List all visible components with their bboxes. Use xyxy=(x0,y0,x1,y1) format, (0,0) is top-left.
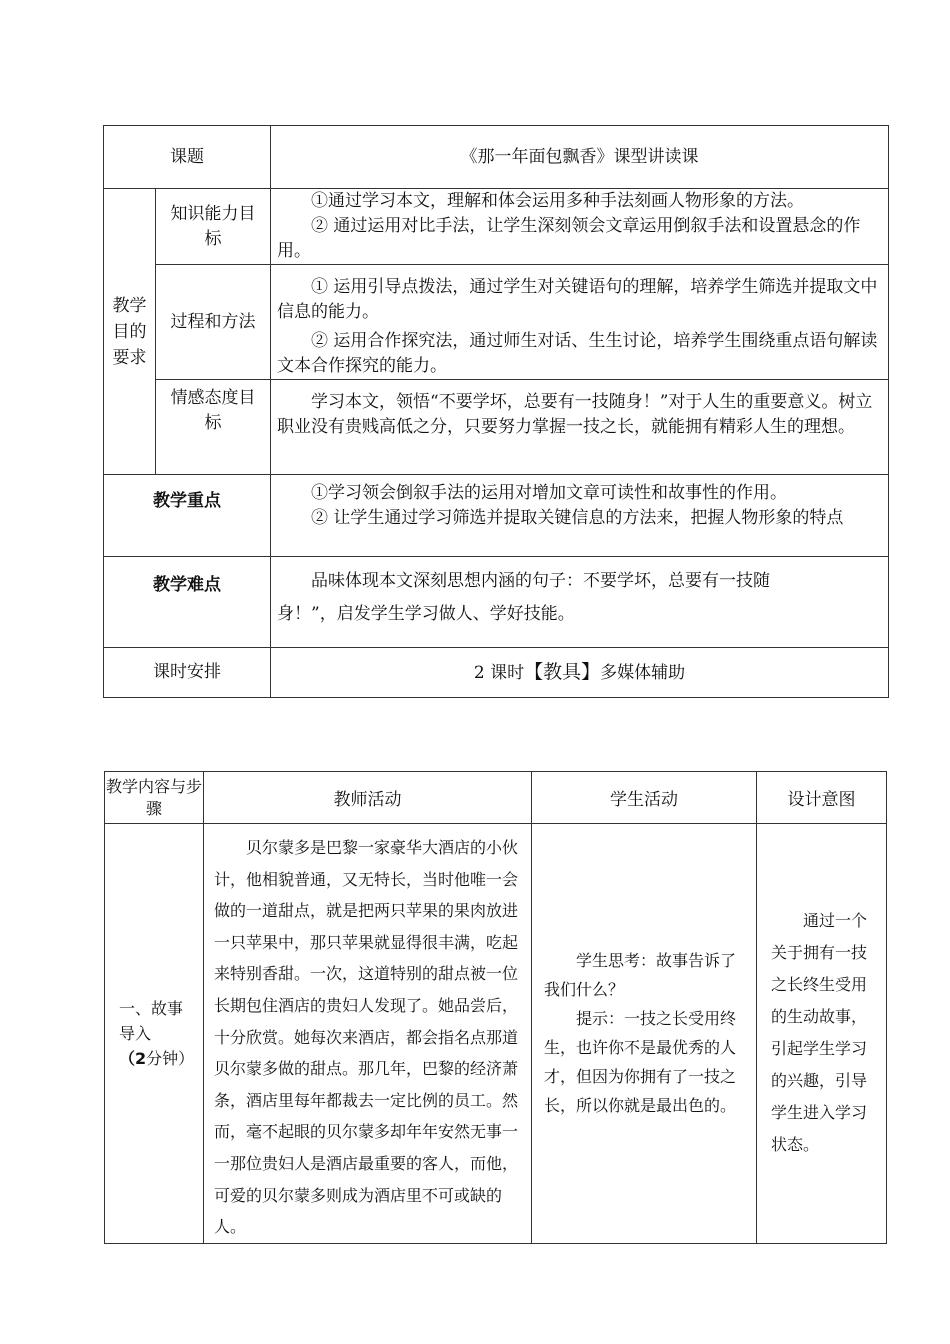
teaching-steps-table xyxy=(104,771,887,1244)
knowledge-line-1: ①通过学习本文，理解和体会运用多种手法刻画人物形象的方法。 xyxy=(311,191,804,211)
key-points-content xyxy=(271,475,889,557)
teacher-activity: 贝尔蒙多是巴黎一家豪华大酒店的小伙计，他相貌普通，又无特长，当时他唯一会做的一道甜点，就是把两只苹果的果肉放进一只苹果中，那只苹果就显得很丰满，吃起来特别香甜。一次，这道特别的甜点被一位长期包住酒店的贵妇人发现了。她品尝后，十分欣赏。她每次来酒店，都会指名点那道贝尔蒙多做的甜点。那几年，巴黎的经济萧条，酒店里每年都裁去一定比例的员工。然而，毫不起眼的贝尔蒙多却年年安然无事一一那位贵妇人是酒店最重要的客人，而他，可爱的贝尔蒙多则成为酒店里不可或缺的人。 xyxy=(204,824,532,1244)
header-teacher: 教师活动 xyxy=(204,772,532,824)
step-duration-unit: 分钟） xyxy=(146,1048,195,1068)
process-line-2: ② 运用合作探究法，通过师生对话、生生讨论，培养学生围绕重点语句解读文本合作探究的能力。 xyxy=(277,331,878,376)
knowledge-content xyxy=(271,189,889,265)
step-duration-number: （2 xyxy=(119,1048,147,1068)
student-think: 学生思考：故事告诉了我们什么？ xyxy=(544,951,737,1000)
header-step: 教学内容与步骤 xyxy=(105,772,204,824)
schedule-tools-value: 多媒体辅助 xyxy=(600,662,686,683)
process-content xyxy=(271,265,889,380)
knowledge-label: 知识能力目标 xyxy=(156,189,271,265)
student-hint: 提示：一技之长受用终生，也许你不是最优秀的人才，但因为你拥有了一技之长，所以你就是最出色的。 xyxy=(544,1009,737,1116)
step-title: 一、故事导入 xyxy=(119,998,184,1043)
difficulties-content xyxy=(271,557,889,648)
key-points-line-1: ①学习领会倒叙手法的运用对增加文章可读性和故事性的作用。 xyxy=(311,483,787,503)
emotion-line-1: 学习本文，领悟“不要学坏，总要有一技随身！”对于人生的重要意义。树立职业没有贵贱高低之分，只要努力掌握一技之长，就能拥有精彩人生的理想。 xyxy=(277,392,873,437)
knowledge-line-2: ② 通过运用对比手法，让学生深刻领会文章运用倒叙手法和设置悬念的作用。 xyxy=(277,216,861,261)
objectives-label: 教学目的要求 xyxy=(104,189,156,475)
schedule-label: 课时安排 xyxy=(104,648,271,698)
header-design: 设计意图 xyxy=(757,772,887,824)
schedule-tools-label: 【教具】 xyxy=(524,660,601,683)
key-points-label: 教学重点 xyxy=(104,475,271,557)
emotion-label: 情感态度目标 xyxy=(156,380,271,475)
student-activity xyxy=(532,824,757,1244)
design-intent: 通过一个关于拥有一技之长终生受用的生动故事，引起学生学习的兴趣，引导学生进入学习状态。 xyxy=(757,824,887,1244)
difficulties-label: 教学难点 xyxy=(104,557,271,648)
schedule-hours: 2 课时 xyxy=(473,662,525,683)
header-student: 学生活动 xyxy=(532,772,757,824)
step-duration xyxy=(119,1046,197,1071)
lesson-plan-table xyxy=(103,125,889,698)
topic-value: 《那一年面包飘香》课型讲读课 xyxy=(271,126,889,189)
step-cell xyxy=(105,824,204,1244)
process-line-1: ① 运用引导点拨法，通过学生对关键语句的理解，培养学生筛选并提取文中信息的能力。 xyxy=(277,277,878,322)
schedule-value xyxy=(271,648,889,698)
key-points-line-2: ② 让学生通过学习筛选并提取关键信息的方法来，把握人物形象的特点 xyxy=(311,508,844,528)
process-label: 过程和方法 xyxy=(156,265,271,380)
topic-label: 课题 xyxy=(104,126,271,189)
emotion-content xyxy=(271,380,889,475)
difficulties-line-1: 品味体现本文深刻思想内涵的句子：不要学坏，总要有一技随身！”，启发学生学习做人、学好技能。 xyxy=(277,571,770,624)
